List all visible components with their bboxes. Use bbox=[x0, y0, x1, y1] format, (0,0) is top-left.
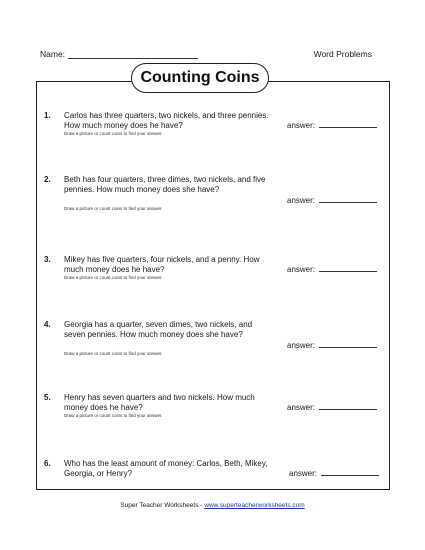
problem-number: 2. bbox=[44, 175, 51, 184]
problem-hint: Draw a picture or count coins to find your answer. bbox=[64, 275, 163, 280]
answer-label: answer: bbox=[287, 265, 316, 274]
answer-label: answer: bbox=[287, 196, 316, 205]
answer-field[interactable] bbox=[287, 341, 377, 350]
answer-line[interactable] bbox=[319, 409, 377, 410]
answer-line[interactable] bbox=[319, 347, 377, 348]
problem-hint: Draw a picture or count coins to find your answer. bbox=[64, 206, 163, 211]
problem-text: Who has the least amount of money: Carlos, Beth, Mikey, Georgia, or Henry? bbox=[64, 459, 268, 478]
answer-field[interactable] bbox=[289, 469, 379, 478]
footer-brand: Super Teacher Worksheets - bbox=[120, 502, 205, 509]
footer-link[interactable]: www.superteacherworksheets.com bbox=[204, 502, 305, 509]
answer-line[interactable] bbox=[319, 271, 377, 272]
problem-number: 5. bbox=[44, 393, 51, 402]
problem-number: 1. bbox=[44, 111, 51, 120]
worksheet-type: Word Problems bbox=[313, 49, 372, 59]
answer-line[interactable] bbox=[319, 202, 377, 203]
problem-text: Henry has seven quarters and two nickels. How much money does he have? bbox=[64, 393, 255, 412]
problem-text: Carlos has three quarters, two nickels, and three pennies. How much money does he have? bbox=[64, 111, 269, 130]
problem-hint: Draw a picture or count coins to find your answer. bbox=[64, 351, 163, 356]
answer-field[interactable] bbox=[287, 265, 377, 274]
problem-text: Beth has four quarters, three dimes, two nickels, and five pennies. How much money does she have? bbox=[64, 175, 266, 194]
answer-label: answer: bbox=[287, 403, 316, 412]
answer-line[interactable] bbox=[321, 475, 379, 476]
answer-label: answer: bbox=[287, 121, 316, 130]
name-line[interactable] bbox=[68, 58, 198, 59]
problem-number: 6. bbox=[44, 459, 51, 468]
answer-field[interactable] bbox=[287, 196, 377, 205]
answer-field[interactable] bbox=[287, 403, 377, 412]
problem-text: Georgia has a quarter, seven dimes, two nickels, and seven pennies. How much money does she have? bbox=[64, 320, 253, 339]
problem-text: Mikey has five quarters, four nickels, and a penny. How much money does he have? bbox=[64, 255, 260, 274]
page-title: Counting Coins bbox=[131, 63, 269, 93]
answer-field[interactable] bbox=[287, 121, 377, 130]
footer bbox=[0, 502, 425, 509]
problem-hint: Draw a picture or count coins to find your answer. bbox=[64, 413, 163, 418]
answer-line[interactable] bbox=[319, 127, 377, 128]
problem-hint: Draw a picture or count coins to find your answer. bbox=[64, 131, 163, 136]
problem-number: 4. bbox=[44, 320, 51, 329]
content-frame bbox=[36, 81, 390, 490]
answer-label: answer: bbox=[287, 341, 316, 350]
answer-label: answer: bbox=[289, 469, 318, 478]
problem-number: 3. bbox=[44, 255, 51, 264]
name-label: Name: bbox=[40, 49, 66, 59]
